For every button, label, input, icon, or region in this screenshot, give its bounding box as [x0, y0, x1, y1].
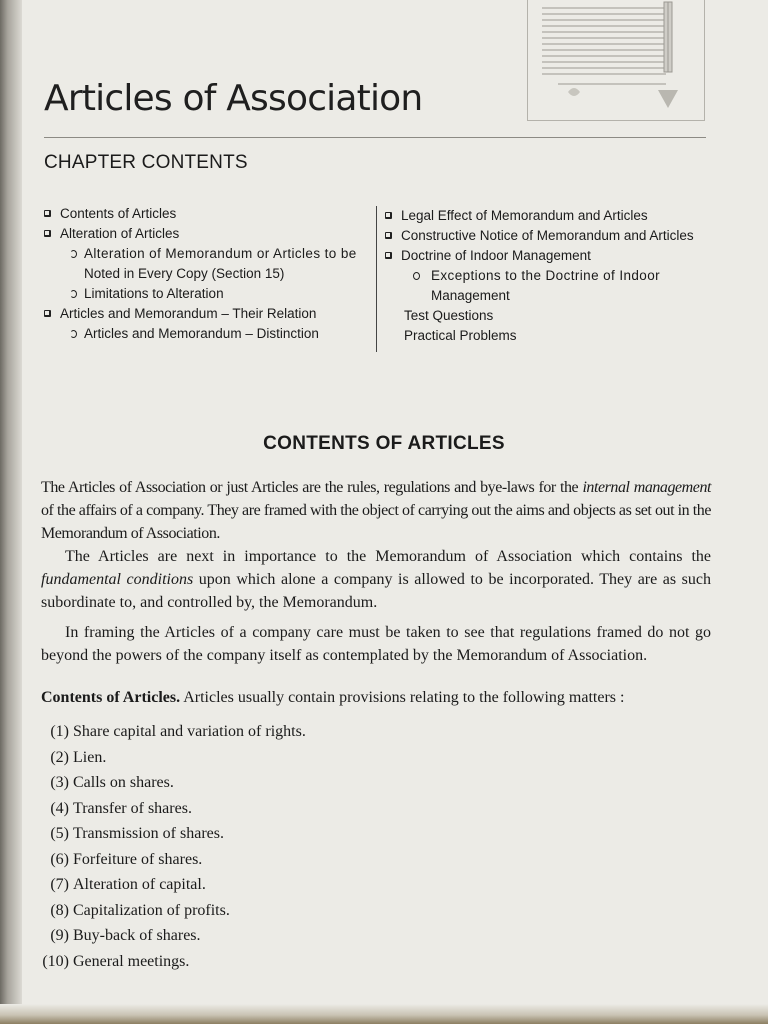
title-divider [44, 137, 706, 138]
arc-bullet-icon [70, 290, 77, 298]
contents-right-column [385, 206, 715, 346]
list-item: (1) Share capital and variation of rights. [50, 723, 306, 740]
contents-item: Constructive Notice of Memorandum and Articles [385, 226, 715, 246]
circle-bullet-icon [413, 272, 420, 280]
list-item: (7) Alteration of capital. [50, 876, 206, 893]
page-bottom-edge [0, 1004, 768, 1024]
list-item: (8) Capitalization of profits. [50, 901, 230, 919]
square-bullet-icon [385, 232, 392, 239]
square-bullet-icon [385, 252, 392, 259]
contents-subitem: Alteration of Memorandum or Articles to be [44, 244, 374, 264]
chapter-contents-heading: CHAPTER CONTENTS [44, 152, 248, 173]
section-heading: CONTENTS OF ARTICLES [263, 433, 505, 454]
list-item: (10) General meetings. [42, 952, 190, 970]
contents-subitem: Limitations to Alteration [44, 284, 374, 304]
contents-item: Contents of Articles [44, 204, 374, 224]
contents-subitem: Exceptions to the Doctrine of Indoor [385, 266, 715, 286]
paragraph-1: The Articles of Association or just Articles are the rules, regulations and bye-laws for the internal management of the affairs of a company. They are framed with the object of carrying out the aims and objects as set out in the Memorandum of Association. [41, 479, 711, 542]
contents-subitem-continuation: Noted in Every Copy (Section 15) [84, 266, 285, 281]
emphasis-text: internal management [582, 479, 711, 496]
paragraph-2: The Articles are next in importance to the Memorandum of Association which contains the fundamental conditions upon which alone a company is allowed to be incorporated. They are as such subordinate to, and controlled by, the Memorandum. [41, 548, 711, 611]
list-item: (3) Calls on shares. [50, 774, 174, 791]
contents-item: Articles and Memorandum – Their Relation [44, 304, 374, 324]
list-item: (5) Transmission of shares. [50, 825, 224, 842]
list-item: (6) Forfeiture of shares. [50, 850, 203, 868]
chapter-decoration-graphic [527, 0, 705, 121]
square-bullet-icon [44, 310, 51, 317]
list-item: (9) Buy-back of shares. [50, 927, 201, 944]
contents-item: Alteration of Articles [44, 224, 374, 244]
list-item: (2) Lien. [50, 748, 107, 766]
contents-item: Practical Problems [404, 328, 517, 343]
contents-subitem-continuation: Management [431, 288, 510, 303]
square-bullet-icon [44, 230, 51, 237]
contents-item: Test Questions [404, 308, 494, 323]
square-bullet-icon [44, 210, 51, 217]
contents-subitem: Articles and Memorandum – Distinction [44, 324, 374, 344]
run-in-heading: Contents of Articles. [41, 689, 181, 706]
paragraph-4: Contents of Articles. Articles usually contain provisions relating to the following matters : [41, 689, 625, 706]
contents-left-column [44, 204, 374, 344]
column-divider [376, 206, 377, 352]
scroll-pen-icon [528, 0, 704, 120]
page-title: Articles of Association [44, 78, 423, 119]
arc-bullet-icon [70, 330, 77, 338]
page-binding-shadow [0, 0, 22, 1024]
emphasis-text: fundamental conditions [41, 571, 194, 588]
contents-item: Legal Effect of Memorandum and Articles [385, 206, 715, 226]
matters-list [41, 719, 306, 974]
paragraph-3: In framing the Articles of a company care must be taken to see that regulations framed do not go beyond the powers of the company itself as contemplated by the Memorandum of Association. [41, 624, 711, 664]
arc-bullet-icon [70, 250, 77, 258]
contents-item: Doctrine of Indoor Management [385, 246, 715, 266]
square-bullet-icon [385, 212, 392, 219]
list-item: (4) Transfer of shares. [50, 799, 192, 817]
